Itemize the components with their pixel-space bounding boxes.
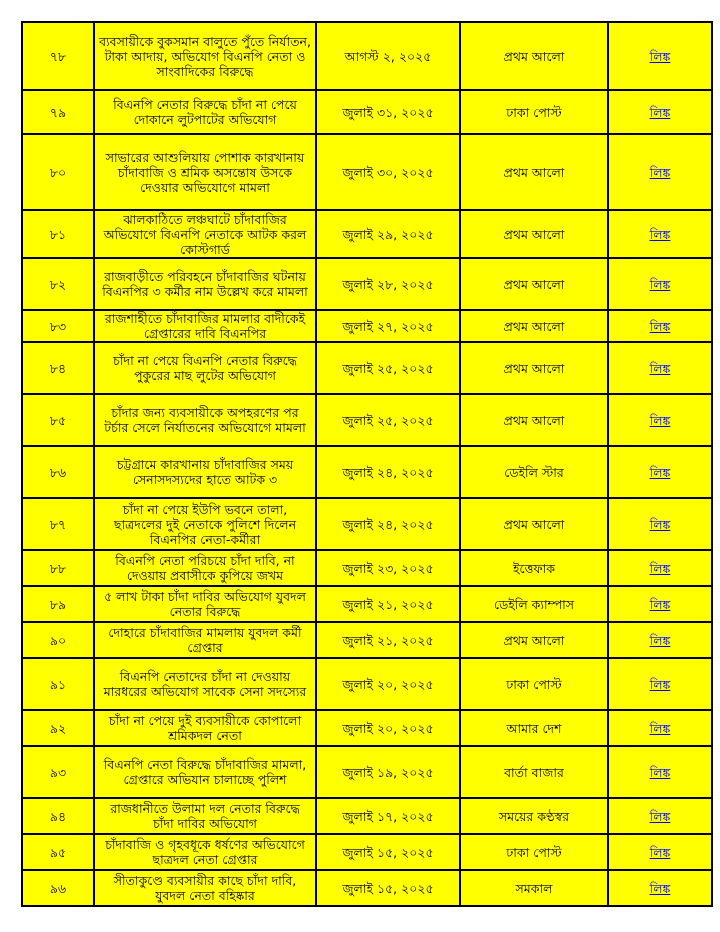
table-row (22, 746, 712, 798)
date-cell: জুলাই ২১, ২০২৫ (316, 622, 460, 658)
link-cell (608, 22, 712, 90)
source-link[interactable]: লিঙ্ক (649, 48, 671, 64)
link-cell (608, 586, 712, 622)
headline-cell: ঝালকাঠিতে লঞ্চঘাটে চাঁদাবাজির অভিযোগে বিএনপি নেতাকে আটক করল কোস্টগার্ড (94, 210, 316, 258)
link-cell (608, 550, 712, 586)
source-link[interactable]: লিঙ্ক (649, 516, 671, 532)
link-cell (608, 622, 712, 658)
date-cell: জুলাই ২৪, ২০২৫ (316, 498, 460, 550)
source-link[interactable]: লিঙ্ক (649, 276, 671, 292)
serial-number-cell: ৮১ (22, 210, 94, 258)
date-cell: জুলাই ২৯, ২০২৫ (316, 210, 460, 258)
source-link[interactable]: লিঙ্ক (649, 596, 671, 612)
link-cell (608, 134, 712, 210)
source-cell: সমকাল (460, 870, 608, 906)
headline-cell: দোহারে চাঁদাবাজির মামলায় যুবদল কর্মী গ্রেপ্তার (94, 622, 316, 658)
table-row (22, 550, 712, 586)
source-cell: ঢাকা পোস্ট (460, 90, 608, 134)
headline-cell: বিএনপি নেতার বিরুদ্ধে চাঁদা না পেয়ে দোকানে লুটপাটের অভিযোগ (94, 90, 316, 134)
serial-number-cell: ৮৯ (22, 586, 94, 622)
table-row (22, 710, 712, 746)
source-cell: ইত্তেফাক (460, 550, 608, 586)
serial-number-cell: ৮৮ (22, 550, 94, 586)
date-cell: জুলাই ২১, ২০২৫ (316, 586, 460, 622)
serial-number-cell: ৯৪ (22, 798, 94, 834)
serial-number-cell: ৮২ (22, 258, 94, 310)
link-cell (608, 394, 712, 446)
headline-cell: বিএনপি নেতা বিরুদ্ধে চাঁদাবাজির মামলা, গ্রেপ্তারে অভিযান চালাচ্ছে পুলিশ (94, 746, 316, 798)
source-cell: প্রথম আলো (460, 210, 608, 258)
date-cell: জুলাই ১৫, ২০২৫ (316, 834, 460, 870)
table-row (22, 342, 712, 394)
table-row (22, 258, 712, 310)
table-row (22, 586, 712, 622)
serial-number-cell: ৯১ (22, 658, 94, 710)
source-cell: আমার দেশ (460, 710, 608, 746)
source-link[interactable]: লিঙ্ক (649, 720, 671, 736)
news-table (21, 21, 713, 907)
source-cell: ডেইলি স্টার (460, 446, 608, 498)
table-row (22, 134, 712, 210)
table-row (22, 622, 712, 658)
table-row (22, 834, 712, 870)
source-cell: বার্তা বাজার (460, 746, 608, 798)
serial-number-cell: ৮৩ (22, 310, 94, 342)
source-link[interactable]: লিঙ্ক (649, 464, 671, 480)
date-cell: জুলাই ৩১, ২০২৫ (316, 90, 460, 134)
source-link[interactable]: লিঙ্ক (649, 104, 671, 120)
date-cell: জুলাই ২০, ২০২৫ (316, 658, 460, 710)
date-cell: জুলাই ২৮, ২০২৫ (316, 258, 460, 310)
source-cell: প্রথম আলো (460, 498, 608, 550)
source-link[interactable]: লিঙ্ক (649, 164, 671, 180)
source-cell: সময়ের কণ্ঠস্বর (460, 798, 608, 834)
source-link[interactable]: লিঙ্ক (649, 844, 671, 860)
headline-cell: রাজবাড়ীতে পরিবহনে চাঁদাবাজির ঘটনায় বিএনপির ৩ কর্মীর নাম উল্লেখ করে মামলা (94, 258, 316, 310)
serial-number-cell: ৮৫ (22, 394, 94, 446)
source-link[interactable]: লিঙ্ক (649, 808, 671, 824)
serial-number-cell: ৮৭ (22, 498, 94, 550)
headline-cell: চাঁদাবাজি ও গৃহবধূকে ধর্ষণের অভিযোগে ছাত্রদল নেতা গ্রেপ্তার (94, 834, 316, 870)
table-row (22, 310, 712, 342)
headline-cell: চট্টগ্রামে কারখানায় চাঁদাবাজির সময় সেনাসদস্যদের হাতে আটক ৩ (94, 446, 316, 498)
table-row (22, 658, 712, 710)
table-row (22, 394, 712, 446)
link-cell (608, 658, 712, 710)
source-link[interactable]: লিঙ্ক (649, 226, 671, 242)
headline-cell: চাঁদা না পেয়ে ইউপি ভবনে তালা, ছাত্রদলের দুই নেতাকে পুলিশে দিলেন বিএনপির নেতা-কর্মীরা (94, 498, 316, 550)
date-cell: আগস্ট ২, ২০২৫ (316, 22, 460, 90)
serial-number-cell: ৭৯ (22, 90, 94, 134)
serial-number-cell: ৮০ (22, 134, 94, 210)
date-cell: জুলাই ২৭, ২০২৫ (316, 310, 460, 342)
source-cell: প্রথম আলো (460, 394, 608, 446)
date-cell: জুলাই ১৭, ২০২৫ (316, 798, 460, 834)
headline-cell: চাঁদা না পেয়ে দুই ব্যবসায়ীকে কোপালো শ্রমিকদল নেতা (94, 710, 316, 746)
headline-cell: রাজশাহীতে চাঁদাবাজির মামলার বাদীকেই গ্রেপ্তারের দাবি বিএনপির (94, 310, 316, 342)
source-link[interactable]: লিঙ্ক (649, 412, 671, 428)
serial-number-cell: ৯৬ (22, 870, 94, 906)
source-link[interactable]: লিঙ্ক (649, 764, 671, 780)
source-cell: প্রথম আলো (460, 342, 608, 394)
link-cell (608, 710, 712, 746)
date-cell: জুলাই ১৫, ২০২৫ (316, 870, 460, 906)
link-cell (608, 210, 712, 258)
source-link[interactable]: লিঙ্ক (649, 560, 671, 576)
headline-cell: সীতাকুণ্ডে ব্যবসায়ীর কাছে চাঁদা দাবি, যুবদল নেতা বহিষ্কার (94, 870, 316, 906)
news-table-container (21, 21, 711, 907)
headline-cell: সাভারের আশুলিয়ায় পোশাক কারখানায় চাঁদাবাজি ও শ্রমিক অসন্তোষ উসকে দেওয়ার অভিযোগে মামলা (94, 134, 316, 210)
headline-cell: বিএনপি নেতা পরিচয়ে চাঁদা দাবি, না দেওয়ায় প্রবাসীকে কুপিয়ে জখম (94, 550, 316, 586)
source-cell: ঢাকা পোস্ট (460, 658, 608, 710)
serial-number-cell: ৯২ (22, 710, 94, 746)
source-cell: ডেইলি ক্যাম্পাস (460, 586, 608, 622)
headline-cell: বিএনপি নেতাদের চাঁদা না দেওয়ায় মারধরের অভিযোগ সাবেক সেনা সদস্যের (94, 658, 316, 710)
table-row (22, 446, 712, 498)
source-cell: ঢাকা পোস্ট (460, 834, 608, 870)
table-row (22, 210, 712, 258)
date-cell: জুলাই ২০, ২০২৫ (316, 710, 460, 746)
source-link[interactable]: লিঙ্ক (649, 676, 671, 692)
date-cell: জুলাই ৩০, ২০২৫ (316, 134, 460, 210)
date-cell: জুলাই ২৫, ২০২৫ (316, 342, 460, 394)
serial-number-cell: ৮৪ (22, 342, 94, 394)
headline-cell: চাঁদার জন্য ব্যবসায়ীকে অপহরণের পর টর্চার সেলে নির্যাতনের অভিযোগে মামলা (94, 394, 316, 446)
serial-number-cell: ৮৬ (22, 446, 94, 498)
table-row (22, 22, 712, 90)
source-cell: প্রথম আলো (460, 310, 608, 342)
table-row (22, 798, 712, 834)
date-cell: জুলাই ২৪, ২০২৫ (316, 446, 460, 498)
link-cell (608, 834, 712, 870)
table-row (22, 498, 712, 550)
date-cell: জুলাই ২৩, ২০২৫ (316, 550, 460, 586)
link-cell (608, 798, 712, 834)
source-link[interactable]: লিঙ্ক (649, 632, 671, 648)
link-cell (608, 258, 712, 310)
serial-number-cell: ৯৫ (22, 834, 94, 870)
source-link[interactable]: লিঙ্ক (649, 880, 671, 896)
link-cell (608, 90, 712, 134)
source-cell: প্রথম আলো (460, 258, 608, 310)
link-cell (608, 870, 712, 906)
source-cell: প্রথম আলো (460, 622, 608, 658)
link-cell (608, 342, 712, 394)
source-cell: প্রথম আলো (460, 134, 608, 210)
date-cell: জুলাই ১৯, ২০২৫ (316, 746, 460, 798)
headline-cell: ৫ লাখ টাকা চাঁদা দাবির অভিযোগ যুবদল নেতার বিরুদ্ধে (94, 586, 316, 622)
source-link[interactable]: লিঙ্ক (649, 318, 671, 334)
table-row (22, 90, 712, 134)
link-cell (608, 498, 712, 550)
date-cell: জুলাই ২৫, ২০২৫ (316, 394, 460, 446)
headline-cell: রাজধানীতে উলামা দল নেতার বিরুদ্ধে চাঁদা দাবির অভিযোগ (94, 798, 316, 834)
link-cell (608, 310, 712, 342)
source-cell: প্রথম আলো (460, 22, 608, 90)
serial-number-cell: ৯০ (22, 622, 94, 658)
link-cell (608, 446, 712, 498)
serial-number-cell: ৭৮ (22, 22, 94, 90)
table-row (22, 870, 712, 906)
serial-number-cell: ৯৩ (22, 746, 94, 798)
source-link[interactable]: লিঙ্ক (649, 360, 671, 376)
link-cell (608, 746, 712, 798)
headline-cell: চাঁদা না পেয়ে বিএনপি নেতার বিরুদ্ধে পুকুরের মাছ লুটের অভিযোগ (94, 342, 316, 394)
headline-cell: ব্যবসায়ীকে বুকসমান বালুতে পুঁতে নির্যাতন, টাকা আদায়, অভিযোগ বিএনপি নেতা ও সাংবাদিকের বিরুদ্ধে (94, 22, 316, 90)
news-table-body (22, 22, 712, 906)
